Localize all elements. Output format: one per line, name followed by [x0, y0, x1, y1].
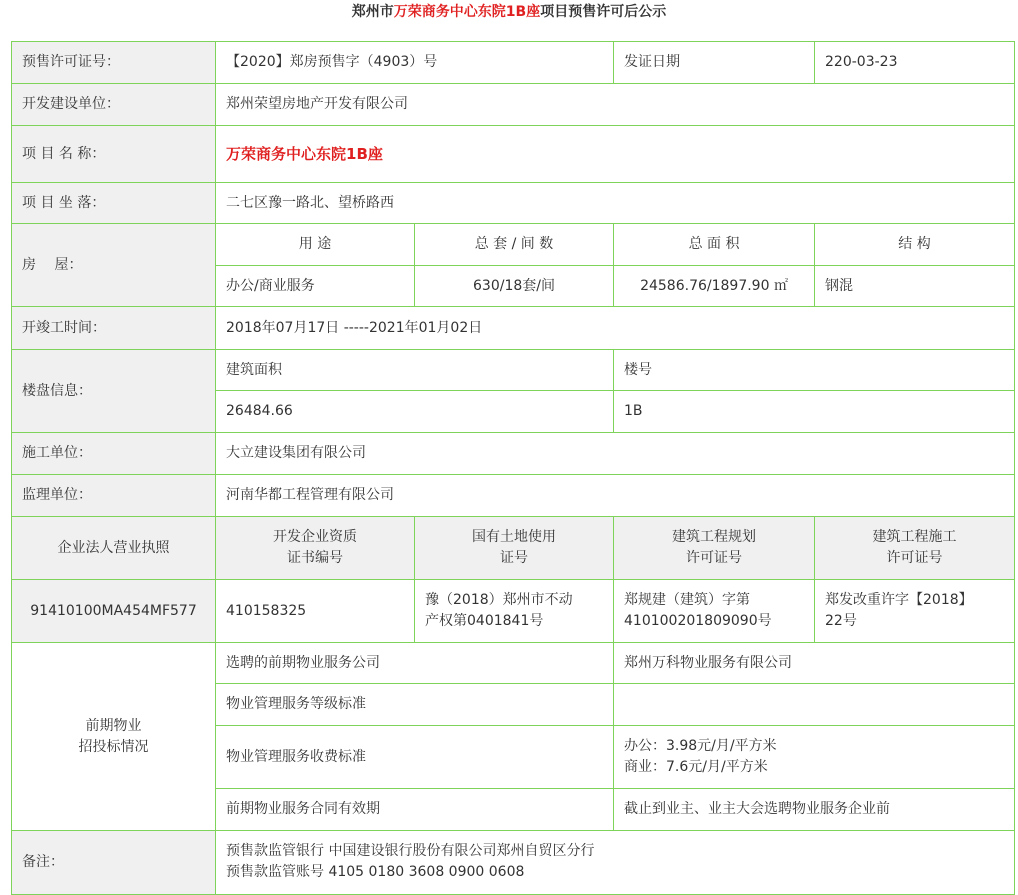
contractor-label: 施工单位：: [12, 433, 216, 475]
title-suffix: 项目预售许可后公示: [540, 4, 667, 20]
housing-header-area: 总 面 积: [614, 224, 815, 266]
remarks-bank: 预售款监管银行 中国建设银行股份有限公司郑州自贸区分行: [226, 843, 595, 859]
location-value: 二七区豫一路北、望桥路西: [216, 183, 1015, 224]
issue-date-label: 发证日期: [614, 42, 815, 84]
license-header-construction: [815, 517, 1015, 580]
row-remarks: [12, 831, 1015, 895]
construction-permit-line1: 郑发改重许字【2018】: [825, 592, 973, 608]
property-grade-value: [614, 684, 1015, 726]
license-header-land-line2: 证号: [500, 550, 528, 566]
property-grade-key: 物业管理服务等级标准: [216, 684, 614, 726]
construction-permit-line2: 22号: [825, 613, 857, 629]
property-company-value: 郑州万科物业服务有限公司: [614, 643, 1015, 684]
page-title: [0, 0, 1018, 24]
license-header-land: [415, 517, 614, 580]
property-mgmt-label: [12, 643, 216, 831]
property-company-key: 选聘的前期物业服务公司: [216, 643, 614, 684]
row-contractor: [12, 433, 1015, 475]
qualification-value: 410158325: [216, 580, 415, 643]
project-label: 项 目 名 称：: [12, 126, 216, 183]
property-contract-value: 截止到业主、业主大会选聘物业服务企业前: [614, 789, 1015, 831]
row-building-header: [12, 350, 1015, 391]
building-number-value: 1B: [614, 391, 1015, 433]
license-header-land-line1: 国有土地使用: [472, 529, 556, 545]
housing-structure: 钢混: [815, 266, 1015, 307]
developer-value: 郑州荣望房地产开发有限公司: [216, 84, 1015, 126]
property-mgmt-label-line1: 前期物业: [85, 717, 142, 734]
business-license-value: 91410100MA454MF577: [12, 580, 216, 643]
construction-period-value: 2018年07月17日 -----2021年01月02日: [216, 307, 1015, 350]
developer-label: 开发建设单位：: [12, 84, 216, 126]
housing-use: 办公/商业服务: [216, 266, 415, 307]
supervisor-value: 河南华都工程管理有限公司: [216, 475, 1015, 517]
remarks-value: [216, 831, 1015, 895]
permit-label: 预售许可证号：: [12, 42, 216, 84]
license-header-planning-line2: 许可证号: [686, 550, 743, 566]
property-fee-office: 办公：3.98元/月/平方米: [624, 738, 777, 754]
building-info-label: 楼盘信息：: [12, 350, 216, 433]
land-certificate-value: [415, 580, 614, 643]
issue-date-value: 220-03-23: [815, 42, 1015, 84]
permit-table: [11, 41, 1015, 895]
row-supervisor: [12, 475, 1015, 517]
housing-header-structure: 结 构: [815, 224, 1015, 266]
row-developer: [12, 84, 1015, 126]
license-header-construction-line1: 建筑工程施工: [872, 529, 957, 545]
contractor-value: 大立建设集团有限公司: [216, 433, 1015, 475]
location-label: 项 目 坐 落：: [12, 183, 216, 224]
license-header-qualification: [216, 517, 415, 580]
remarks-account: 预售款监管账号 4105 0180 3608 0900 0608: [226, 864, 525, 880]
planning-permit-line1: 郑规建（建筑）字第: [624, 592, 751, 608]
housing-header-units: 总 套 / 间 数: [415, 224, 614, 266]
planning-permit-line2: 410100201809090号: [624, 613, 772, 629]
title-highlight: 万荣商务中心东院1B座: [393, 4, 541, 20]
row-license-headers: [12, 517, 1015, 580]
property-fee-key: 物业管理服务收费标准: [216, 726, 614, 789]
housing-header-use: 用 途: [216, 224, 415, 266]
permit-value: 【2020】郑房预售字（4903）号: [216, 42, 614, 84]
license-header-planning-line1: 建筑工程规划: [672, 529, 757, 545]
license-header-planning: [614, 517, 815, 580]
row-license-values: [12, 580, 1015, 643]
building-number-header: 楼号: [614, 350, 1015, 391]
construction-period-label: 开竣工时间：: [12, 307, 216, 350]
property-contract-key: 前期物业服务合同有效期: [216, 789, 614, 831]
row-location: [12, 183, 1015, 224]
license-header-qualification-line2: 证书编号: [287, 550, 343, 566]
row-permit: [12, 42, 1015, 84]
housing-area: 24586.76/1897.90 ㎡: [614, 266, 815, 307]
housing-units: 630/18套/间: [415, 266, 614, 307]
row-project: [12, 126, 1015, 183]
remarks-label: 备注：: [12, 831, 216, 895]
property-fee-value: [614, 726, 1015, 789]
row-housing-header: [12, 224, 1015, 266]
title-prefix: 郑州市: [351, 4, 394, 20]
building-area-value: 26484.66: [216, 391, 614, 433]
project-value: 万荣商务中心东院1B座: [216, 126, 1015, 183]
land-certificate-line1: 豫（2018）郑州市不动: [425, 592, 573, 608]
license-header-construction-line2: 许可证号: [886, 550, 943, 566]
planning-permit-value: [614, 580, 815, 643]
license-header-qualification-line1: 开发企业资质: [273, 529, 357, 545]
property-fee-commercial: 商业：7.6元/月/平方米: [624, 759, 768, 775]
business-license-label: 企业法人营业执照: [12, 517, 216, 580]
supervisor-label: 监理单位：: [12, 475, 216, 517]
land-certificate-line2: 产权第0401841号: [425, 613, 544, 629]
property-mgmt-label-line2: 招投标情况: [78, 738, 149, 755]
row-property-company: [12, 643, 1015, 684]
housing-label: 房 屋：: [12, 224, 216, 307]
building-area-header: 建筑面积: [216, 350, 614, 391]
construction-permit-value: [815, 580, 1015, 643]
row-construction-period: [12, 307, 1015, 350]
